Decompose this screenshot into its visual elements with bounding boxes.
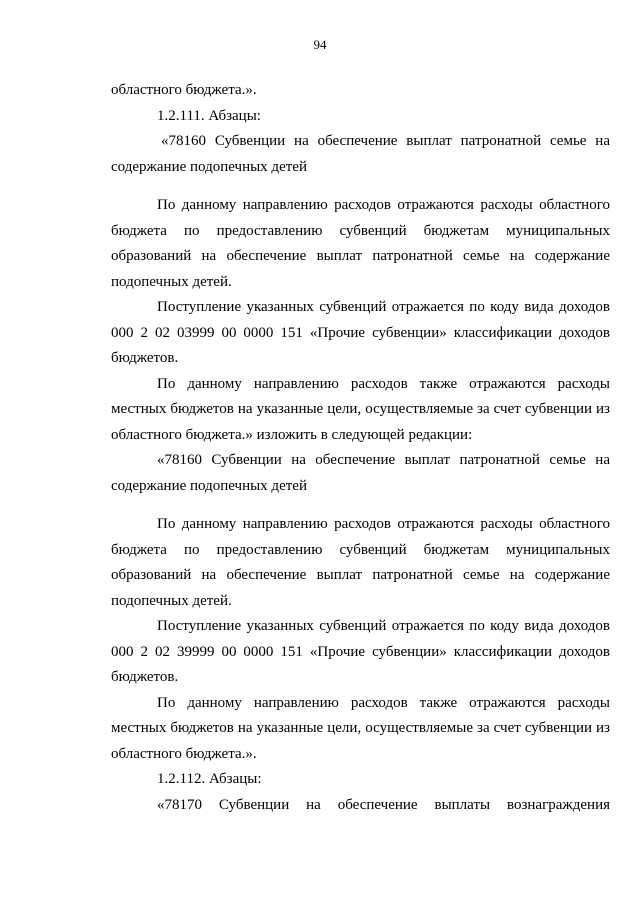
text-line: подопечных детей.: [111, 592, 232, 609]
text-line: 1.2.112. Абзацы:: [157, 771, 262, 787]
text-line: бюджетов.: [111, 350, 179, 366]
text-line: «78170 Субвенции на обеспечение выплаты вознаграждения: [157, 796, 610, 813]
text-line: местных бюджетов на указанные цели, осуществляемые за счет субвенции из: [111, 401, 610, 417]
text-line: областного бюджета.».: [111, 82, 257, 98]
text-line: Поступление указанных субвенций отражается по коду вида доходов: [157, 299, 610, 315]
text-line: бюджета по предоставлению субвенций бюджетам муниципальных: [111, 541, 610, 558]
text-line: бюджета по предоставлению субвенций бюджетам муниципальных: [111, 222, 610, 239]
text-line: По данному направлению расходов отражаются расходы областного: [157, 516, 610, 532]
text-line: бюджетов.: [111, 669, 179, 685]
text-line: 1.2.111. Абзацы:: [157, 107, 261, 124]
text-line: 000 2 02 39999 00 0000 151 «Прочие субвенции» классификации доходов: [111, 643, 610, 660]
text-line: местных бюджетов на указанные цели, осуществляемые за счет субвенции из: [111, 720, 610, 736]
text-line: По данному направлению расходов также отражаются расходы: [157, 375, 610, 392]
text-line: подопечных детей.: [111, 273, 232, 290]
text-line: 000 2 02 03999 00 0000 151 «Прочие субвенции» классификации доходов: [111, 324, 610, 341]
text-line: По данному направлению расходов отражаются расходы областного: [157, 197, 610, 213]
text-line: областного бюджета.».: [111, 745, 257, 762]
text-line: «78160 Субвенции на обеспечение выплат патронатной семье на: [157, 452, 610, 468]
paragraph-gap: [111, 499, 610, 512]
text-line: содержание подопечных детей: [111, 158, 307, 175]
text-line: областного бюджета.» изложить в следующей редакции:: [111, 426, 473, 443]
text-line: содержание подопечных детей: [111, 477, 307, 494]
paragraph-gap: [111, 180, 610, 193]
text-line: образований на обеспечение выплат патронатной семье на содержание: [111, 248, 610, 264]
document-body: [111, 78, 610, 818]
page-number: 94: [313, 37, 327, 52]
text-line: Поступление указанных субвенций отражается по коду вида доходов: [157, 618, 610, 634]
text-line: По данному направлению расходов также отражаются расходы: [157, 694, 610, 711]
text-line: образований на обеспечение выплат патронатной семье на содержание: [111, 567, 610, 583]
text-line: «78160 Субвенции на обеспечение выплат патронатной семье на: [161, 133, 610, 149]
